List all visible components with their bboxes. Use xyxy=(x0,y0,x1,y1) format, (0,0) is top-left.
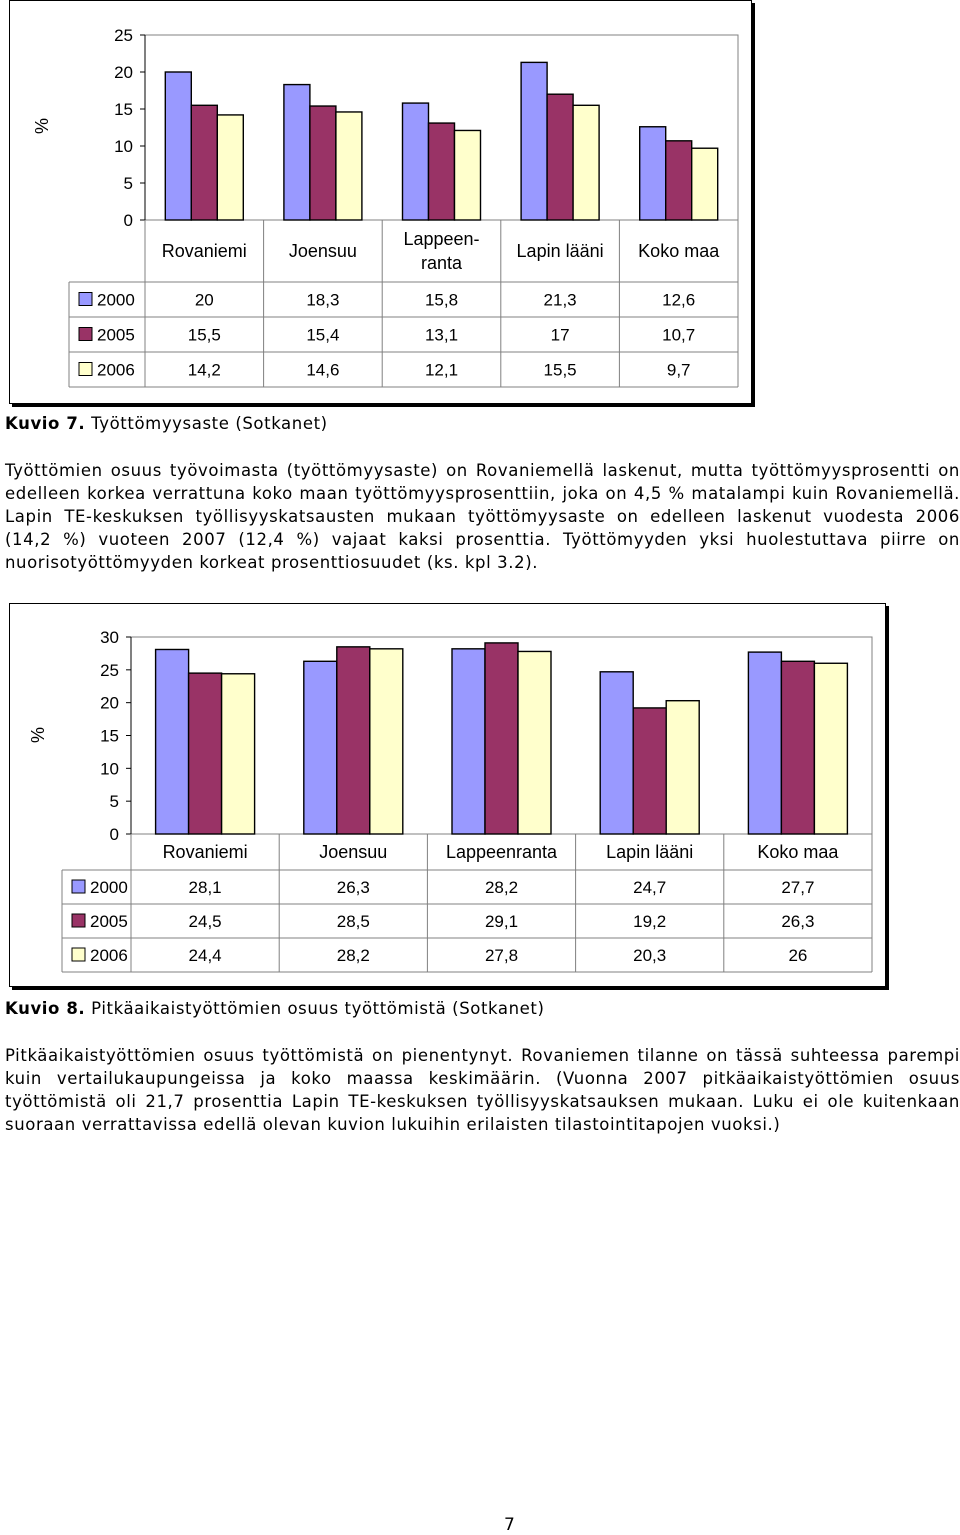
data-label-2005-4: 19,2 xyxy=(633,912,667,931)
data-label-2000-4: 24,7 xyxy=(633,878,667,897)
legend-label-2005: 2005 xyxy=(97,325,135,345)
bar-2000-5 xyxy=(640,127,666,220)
bar-2000-4 xyxy=(600,672,633,834)
y-tick-label: 0 xyxy=(109,825,119,844)
data-label-2005-2: 15,4 xyxy=(306,325,340,345)
bar-2005-1 xyxy=(189,673,222,834)
paragraph-unemployment: Työttömien osuus työvoimasta (työttömyysaste) on Rovaniemellä laskenut, mutta työttömyysprosentti on edelleen korkea verrattuna koko maan työttömyysprosenttiin, joka on 4,5 % matalampi kuin Rovaniemellä. Lapin TE-keskuksen työllisyyskatsausten mukaan työttömyysaste on edelleen laskenut vuodesta 2006 (14,2 %) vuoteen 2007 (12,4 %) vajaat kaksi prosenttia. Työttömyyden yksi huolestuttava piirre on nuorisotyöttömyyden korkeat prosenttiosuudet (ks. kpl 3.2). xyxy=(5,461,960,572)
legend-key-2005 xyxy=(72,914,85,927)
data-label-2006-3: 12,1 xyxy=(424,360,459,380)
data-label-2000-5: 12,6 xyxy=(662,290,696,310)
data-label-2006-4: 20,3 xyxy=(633,946,667,965)
data-label-2000-3: 15,8 xyxy=(424,290,459,310)
data-label-2000-2: 18,3 xyxy=(306,290,340,310)
legend-key-2000 xyxy=(79,293,92,306)
y-tick-label: 15 xyxy=(114,100,133,119)
data-label-2005-5: 10,7 xyxy=(662,325,696,345)
bar-2006-5 xyxy=(814,663,847,834)
bar-2005-5 xyxy=(781,661,814,834)
bar-2000-1 xyxy=(165,72,191,220)
y-tick-label: 10 xyxy=(114,137,133,156)
data-label-2005-3: 29,1 xyxy=(484,912,519,931)
bar-2006-1 xyxy=(217,115,243,220)
y-axis-title: % xyxy=(28,726,48,744)
data-label-2006-4: 15,5 xyxy=(543,360,577,380)
figure-8-label: Kuvio 8. xyxy=(5,999,86,1018)
bar-2000-5 xyxy=(748,652,781,834)
data-label-2005-1: 24,5 xyxy=(188,912,222,931)
legend-label-2005: 2005 xyxy=(90,912,128,931)
bar-2006-4 xyxy=(573,105,599,220)
figure-8-caption xyxy=(5,999,545,1018)
bar-2005-5 xyxy=(666,141,692,220)
chart-2-long-term-unemployed xyxy=(10,604,885,986)
paragraph-long-term-unemployment: Pitkäaikaistyöttömien osuus työttömistä on pienentynyt. Rovaniemen tilanne on tässä suhteessa parempi kuin vertailukaupungeissa ja koko maassa keskimäärin. (Vuonna 2007 pitkäaikaistyöttömien osuus työttömistä oli 21,7 prosenttia Lapin TE-keskuksen työllisyyskatsauksen mukaan. Luku ei ole kuitenkaan suoraan verrattavissa edellä olevan kuvion lukuihin erilaisten tilastointitapojen vuoksi.) xyxy=(5,1046,960,1134)
bar-2005-3 xyxy=(485,643,518,834)
data-label-2005-5: 26,3 xyxy=(781,912,815,931)
bar-2006-1 xyxy=(222,674,255,834)
bar-2005-2 xyxy=(310,106,336,220)
figure-7-label: Kuvio 7. xyxy=(5,414,86,433)
bar-2000-3 xyxy=(403,103,429,220)
data-label-2006-3: 27,8 xyxy=(484,946,519,965)
bar-2006-3 xyxy=(518,651,551,834)
bar-2000-2 xyxy=(284,85,310,220)
y-tick-label: 30 xyxy=(100,628,119,647)
data-label-2000-2: 26,3 xyxy=(336,878,370,897)
legend-label-2000: 2000 xyxy=(97,290,135,310)
y-tick-label: 20 xyxy=(114,63,133,82)
category-label: Lappeenranta xyxy=(445,842,558,862)
legend-key-2006 xyxy=(79,363,92,376)
y-tick-label: 25 xyxy=(114,26,133,45)
y-tick-label: 5 xyxy=(109,792,119,812)
bar-2000-2 xyxy=(304,661,337,834)
data-label-2006-2: 14,6 xyxy=(306,360,340,380)
bar-2005-2 xyxy=(337,647,370,834)
y-tick-label: 5 xyxy=(123,174,133,193)
figure-7-caption xyxy=(5,414,328,433)
bar-2006-2 xyxy=(336,112,362,220)
bar-2006-4 xyxy=(666,701,699,834)
category-label: Rovaniemi xyxy=(161,241,247,261)
bar-2006-2 xyxy=(370,649,403,834)
category-label: Koko maa xyxy=(757,842,839,862)
data-label-2000-1: 28,1 xyxy=(188,878,222,897)
legend-key-2000 xyxy=(72,880,85,893)
legend-label-2000: 2000 xyxy=(90,878,128,897)
data-label-2000-5: 27,7 xyxy=(781,878,815,897)
bar-2005-4 xyxy=(547,94,573,220)
legend-key-2006 xyxy=(72,948,85,961)
category-label: Lapin lääni xyxy=(516,241,604,261)
category-label: Rovaniemi xyxy=(162,842,248,862)
chart-2-frame xyxy=(9,603,886,987)
data-label-2006-1: 24,4 xyxy=(188,946,222,965)
bar-2005-4 xyxy=(633,708,666,834)
bar-2000-3 xyxy=(452,649,485,834)
bar-2006-5 xyxy=(692,148,718,220)
bar-2005-1 xyxy=(191,105,217,220)
bar-2000-1 xyxy=(156,649,189,834)
bar-2000-4 xyxy=(521,62,547,220)
category-label: Joensuu xyxy=(319,842,388,862)
category-label: Joensuu xyxy=(288,241,357,261)
data-label-2000-4: 21,3 xyxy=(543,290,577,310)
y-tick-label: 10 xyxy=(100,759,119,779)
data-label-2005-4: 17 xyxy=(550,325,570,345)
page-number: 7 xyxy=(504,1515,515,1535)
category-label: Koko maa xyxy=(638,241,720,261)
y-tick-label: 0 xyxy=(123,211,133,230)
data-label-2006-5: 26 xyxy=(788,946,808,965)
bar-2006-3 xyxy=(455,130,481,220)
y-tick-label: 20 xyxy=(100,693,119,713)
legend-label-2006: 2006 xyxy=(97,360,135,380)
data-label-2005-3: 13,1 xyxy=(424,325,459,345)
chart-1-unemployment-rate xyxy=(10,1,751,403)
figure-8-text: Pitkäaikaistyöttömien osuus työttömistä (Sotkanet) xyxy=(85,999,545,1018)
y-tick-label: 25 xyxy=(100,660,119,680)
chart-1-frame xyxy=(9,0,752,404)
data-label-2006-5: 9,7 xyxy=(666,360,691,380)
legend-key-2005 xyxy=(79,328,92,341)
data-label-2006-1: 14,2 xyxy=(187,360,221,380)
y-axis-title: % xyxy=(32,117,52,135)
data-label-2006-2: 28,2 xyxy=(336,946,370,965)
category-label: Lappeen-ranta xyxy=(403,229,480,273)
data-label-2005-2: 28,5 xyxy=(336,912,370,931)
data-label-2000-3: 28,2 xyxy=(484,878,519,897)
data-label-2005-1: 15,5 xyxy=(187,325,221,345)
figure-7-text: Työttömyysaste (Sotkanet) xyxy=(85,414,328,433)
bar-2005-3 xyxy=(429,123,455,220)
legend-label-2006: 2006 xyxy=(90,946,128,965)
y-tick-label: 15 xyxy=(100,726,119,746)
category-label: Lapin lääni xyxy=(606,842,694,862)
data-label-2000-1: 20 xyxy=(194,290,214,310)
